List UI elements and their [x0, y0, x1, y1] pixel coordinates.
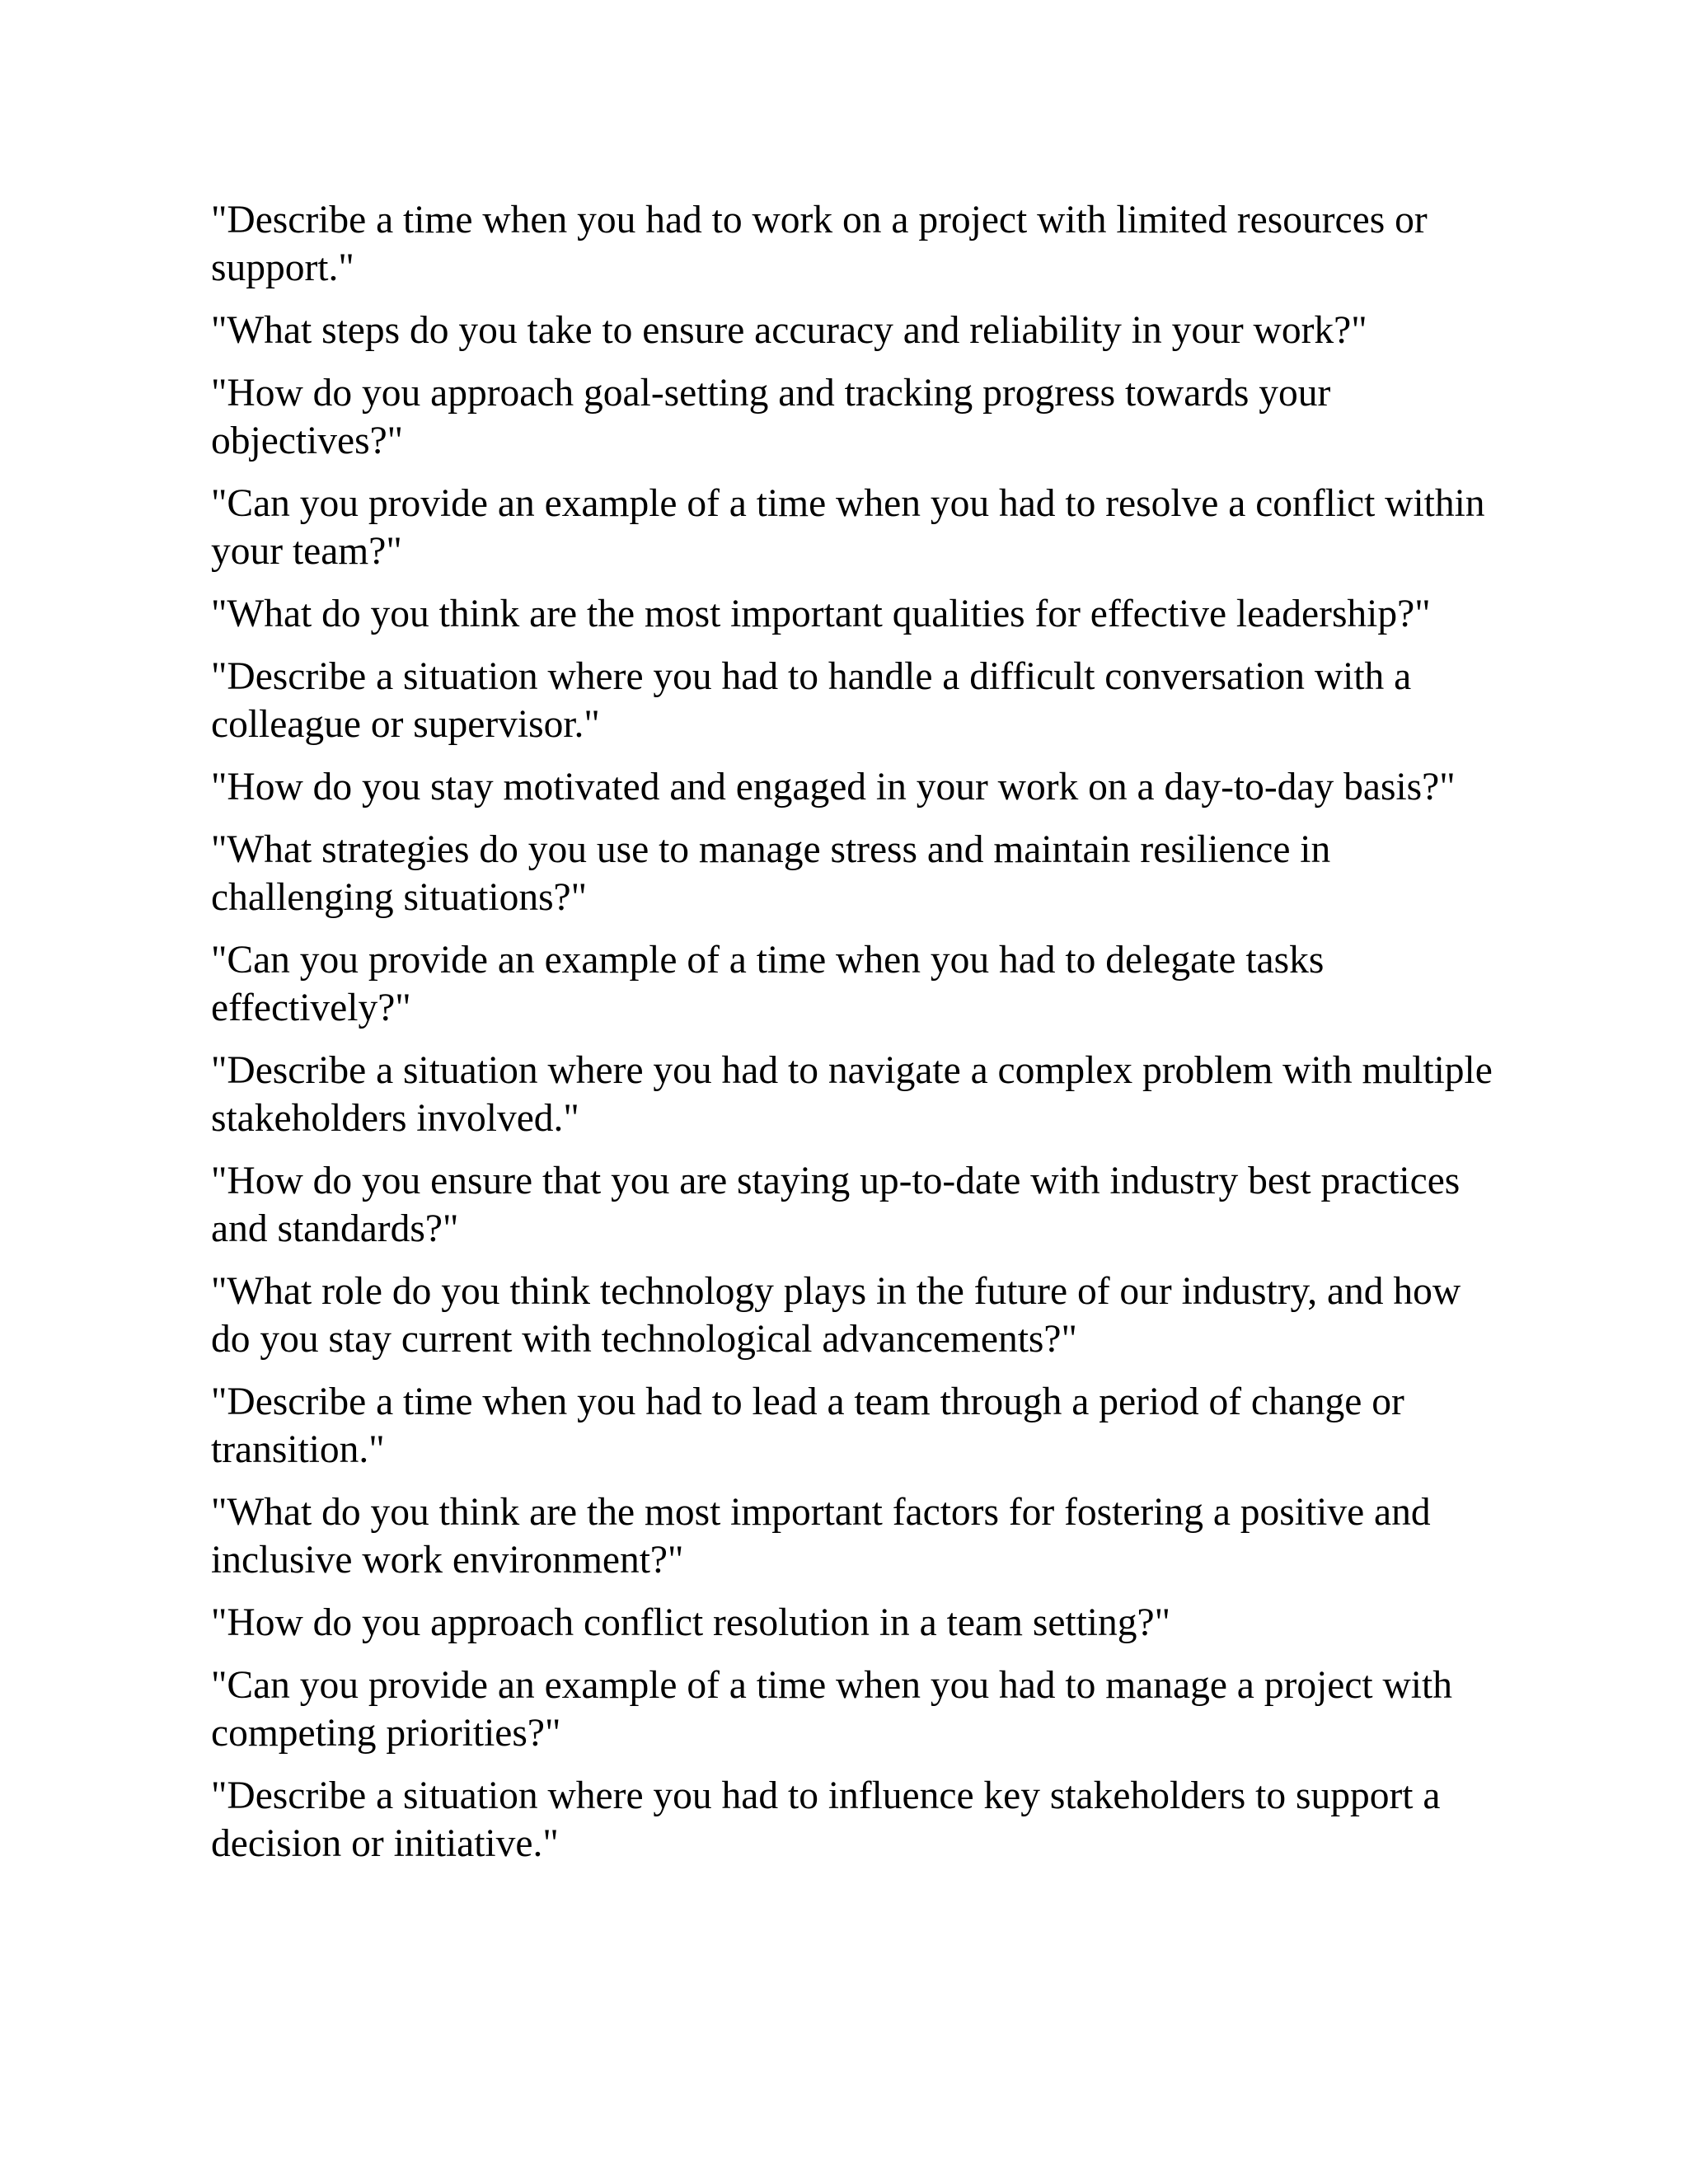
- question-item: "Can you provide an example of a time when you had to delegate tasks effectively?": [211, 939, 1325, 1029]
- question-item: "What do you think are the most important factors for fostering a positive and inclusive work environment?": [211, 1491, 1431, 1582]
- question-item: "Describe a situation where you had to influence key stakeholders to support a decision or initiative.": [211, 1774, 1441, 1865]
- question-item: "What role do you think technology plays in the future of our industry, and how do you stay current with technological advancements?": [211, 1270, 1461, 1361]
- question-item: "How do you stay motivated and engaged in your work on a day-to-day basis?": [211, 766, 1456, 808]
- question-item: "How do you approach goal-setting and tracking progress towards your objectives?": [211, 372, 1331, 462]
- question-item: "How do you ensure that you are staying up-to-date with industry best practices and standards?": [211, 1160, 1461, 1250]
- question-item: "Describe a time when you had to lead a team through a period of change or transition.": [211, 1380, 1404, 1471]
- question-item: "Describe a situation where you had to navigate a complex problem with multiple stakeholders involved.": [211, 1049, 1493, 1140]
- question-item: "What do you think are the most important qualities for effective leadership?": [211, 593, 1431, 635]
- question-item: "Can you provide an example of a time when you had to manage a project with competing priorities?": [211, 1664, 1452, 1755]
- question-list: [211, 196, 1497, 1882]
- question-item: "Describe a time when you had to work on a project with limited resources or support.": [211, 199, 1428, 289]
- question-item: "What steps do you take to ensure accuracy and reliability in your work?": [211, 309, 1367, 352]
- question-item: "What strategies do you use to manage stress and maintain resilience in challenging situations?": [211, 828, 1331, 919]
- question-item: "How do you approach conflict resolution in a team setting?": [211, 1601, 1170, 1644]
- question-item: "Can you provide an example of a time when you had to resolve a conflict within your team?": [211, 482, 1485, 573]
- question-item: "Describe a situation where you had to handle a difficult conversation with a colleague or supervisor.": [211, 655, 1412, 746]
